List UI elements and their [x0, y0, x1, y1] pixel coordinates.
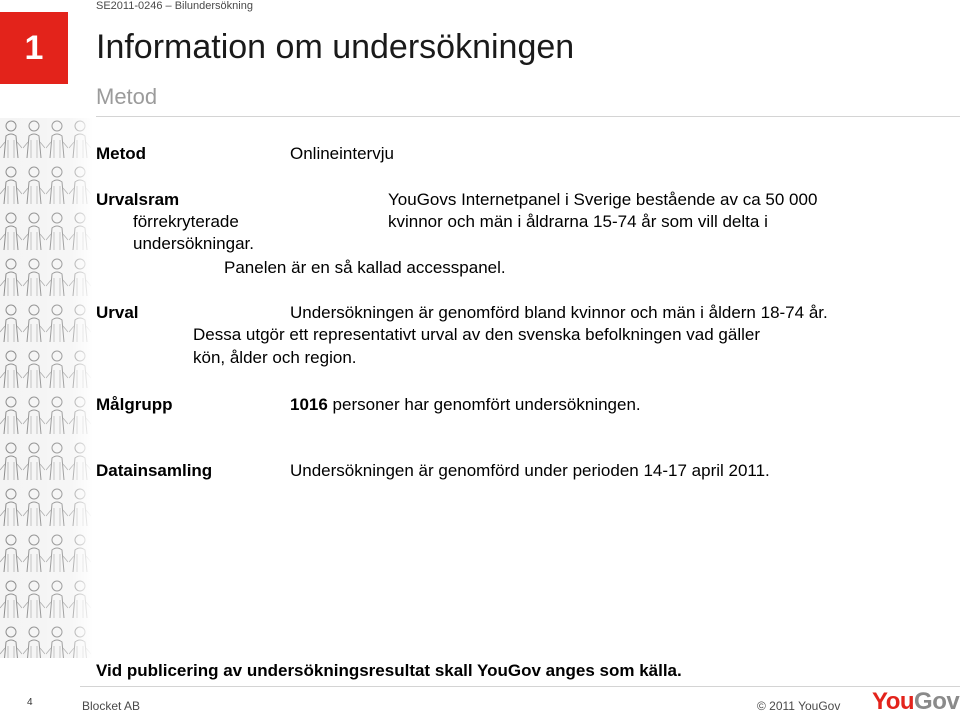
malgrupp-count: 1016 — [290, 395, 328, 414]
page-title: Information om undersökningen — [96, 28, 575, 66]
footer-divider — [80, 686, 960, 687]
datainsamling-label: Datainsamling — [96, 461, 213, 480]
urval-line3: kön, ålder och region. — [193, 348, 357, 367]
yougov-logo: YouGov — [872, 688, 960, 715]
datainsamling-value: Undersökningen är genomförd under perioden 14-17 april 2011. — [290, 461, 770, 480]
client-name: Blocket AB — [82, 699, 141, 713]
crowd-illustration — [0, 118, 92, 658]
urvalsram-line3: undersökningar. — [133, 234, 254, 253]
urval-label: Urval — [96, 303, 139, 322]
urvalsram-line4: Panelen är en så kallad accesspanel. — [224, 258, 506, 277]
page-subtitle: Metod — [96, 84, 158, 109]
section-number-badge: 1 — [0, 12, 68, 84]
document-id: SE2011-0246 – Bilundersökning — [96, 0, 253, 12]
urvalsram-label: Urvalsram — [96, 190, 180, 209]
urvalsram-line2-right: kvinnor och män i åldrarna 15-74 år som vill delta i — [388, 212, 768, 231]
urvalsram-line2-left: förrekryterade — [133, 212, 239, 231]
header-divider — [96, 116, 960, 117]
malgrupp-value — [290, 395, 641, 415]
urval-line2: Dessa utgör ett representativt urval av den svenska befolkningen vad gäller — [193, 325, 760, 344]
malgrupp-label: Målgrupp — [96, 395, 173, 414]
copyright: © 2011 YouGov — [757, 699, 841, 713]
page-number: 4 — [27, 697, 33, 708]
urval-line1: Undersökningen är genomförd bland kvinnor och män i åldern 18-74 år. — [290, 303, 828, 322]
metod-label: Metod — [96, 144, 147, 163]
urvalsram-line1: YouGovs Internetpanel i Sverige bestående av ca 50 000 — [388, 190, 818, 209]
metod-value: Onlineintervju — [290, 144, 394, 163]
publication-note: Vid publicering av undersökningsresultat skall YouGov anges som källa. — [96, 661, 682, 680]
malgrupp-text: personer har genomfört undersökningen. — [327, 395, 641, 414]
